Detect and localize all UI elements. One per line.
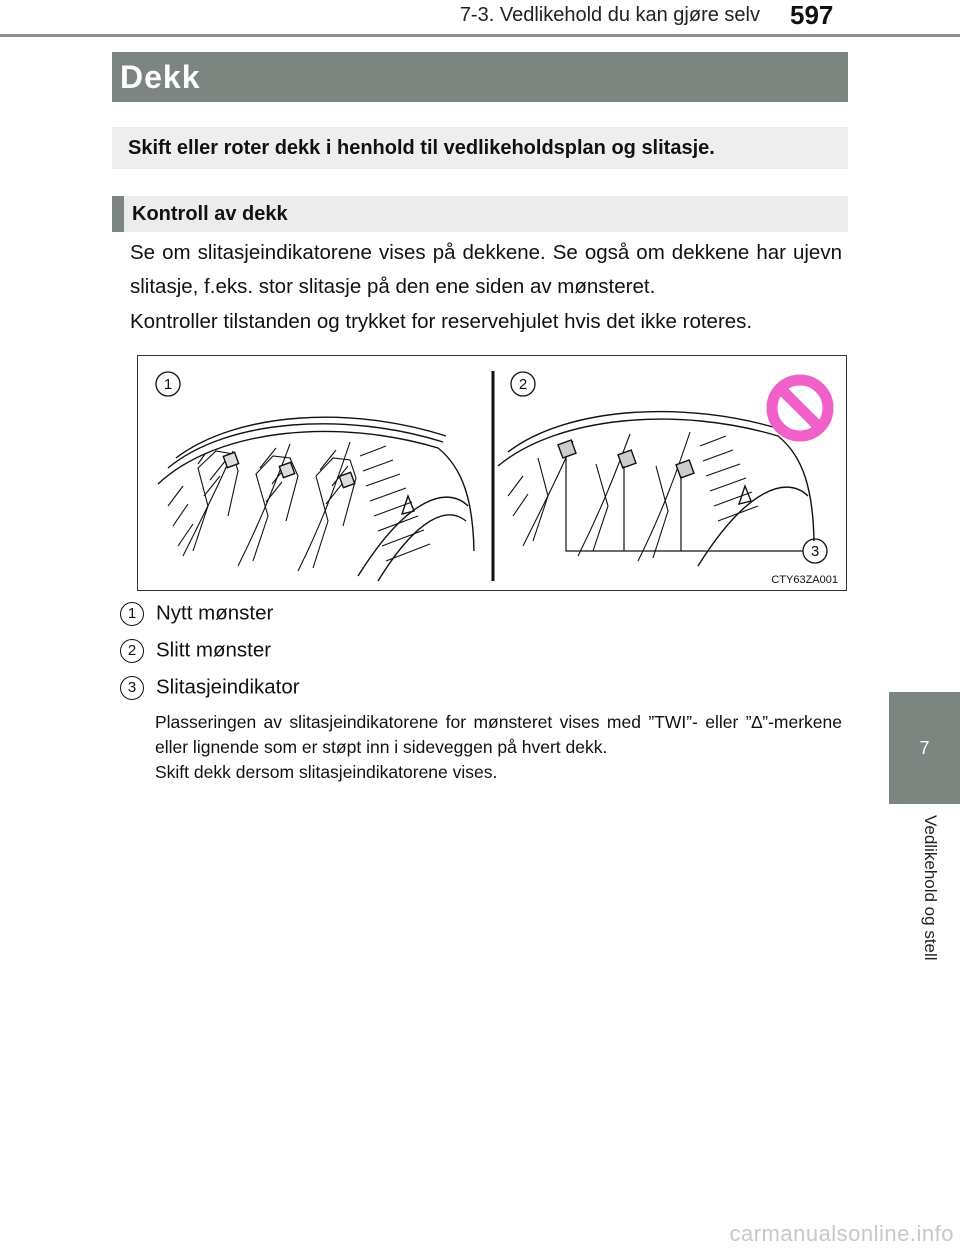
legend-number: 2 <box>120 639 144 663</box>
legend-item-new-tread <box>120 599 273 627</box>
header-rule <box>0 34 960 37</box>
legend-text: Slitt mønster <box>156 638 272 662</box>
figure-code: CTY63ZA001 <box>771 574 838 586</box>
callout-1-label: 1 <box>163 376 173 393</box>
legend-item-wear-indicator <box>120 673 300 701</box>
tire-illustration <box>138 356 846 590</box>
legend-text: Slitasjeindikator <box>156 675 300 699</box>
note-line-1: Plasseringen av slitasjeindikatorene for mønsteret vises med ”TWI”- eller ”∆”-merkene eller lignende som er støpt inn i sideveggen på hvert dekk. <box>155 712 842 757</box>
legend-number: 3 <box>120 676 144 700</box>
running-header: 7-3. Vedlikehold du kan gjøre selv <box>459 4 760 26</box>
callout-3-label: 3 <box>810 543 820 560</box>
page-number: 597 <box>790 0 834 30</box>
legend-item-worn-tread <box>120 636 271 664</box>
prohibition-icon <box>772 380 828 436</box>
page-title: Dekk <box>112 52 848 102</box>
callout-2-label: 2 <box>518 376 528 393</box>
legend-number: 1 <box>120 602 144 626</box>
new-tread-tire <box>158 417 474 581</box>
note-line-2: Skift dekk dersom slitasjeindikatorene vises. <box>155 762 498 782</box>
legend-text: Nytt mønster <box>156 601 274 625</box>
section-heading: Kontroll av dekk <box>112 196 848 232</box>
watermark: carmanualsonline.info <box>729 1221 954 1246</box>
worn-tread-tire <box>498 412 814 566</box>
tire-figure <box>137 355 847 591</box>
paragraph-wear-indicators: Se om slitasjeindikatorene vises på dekkene. Se også om dekkene har ujevn slitasje, f.eks. stor slitasje på den ene siden av mønsteret. <box>130 241 842 298</box>
chapter-label: Vedlikehold og stell <box>921 815 940 961</box>
wear-indicator-note <box>155 710 842 785</box>
paragraph-spare-wheel: Kontroller tilstanden og trykket for reservehjulet hvis det ikke roteres. <box>130 310 753 333</box>
intro-box: Skift eller roter dekk i henhold til vedlikeholdsplan og slitasje. <box>112 127 848 169</box>
chapter-tab[interactable]: 7 <box>889 692 960 804</box>
